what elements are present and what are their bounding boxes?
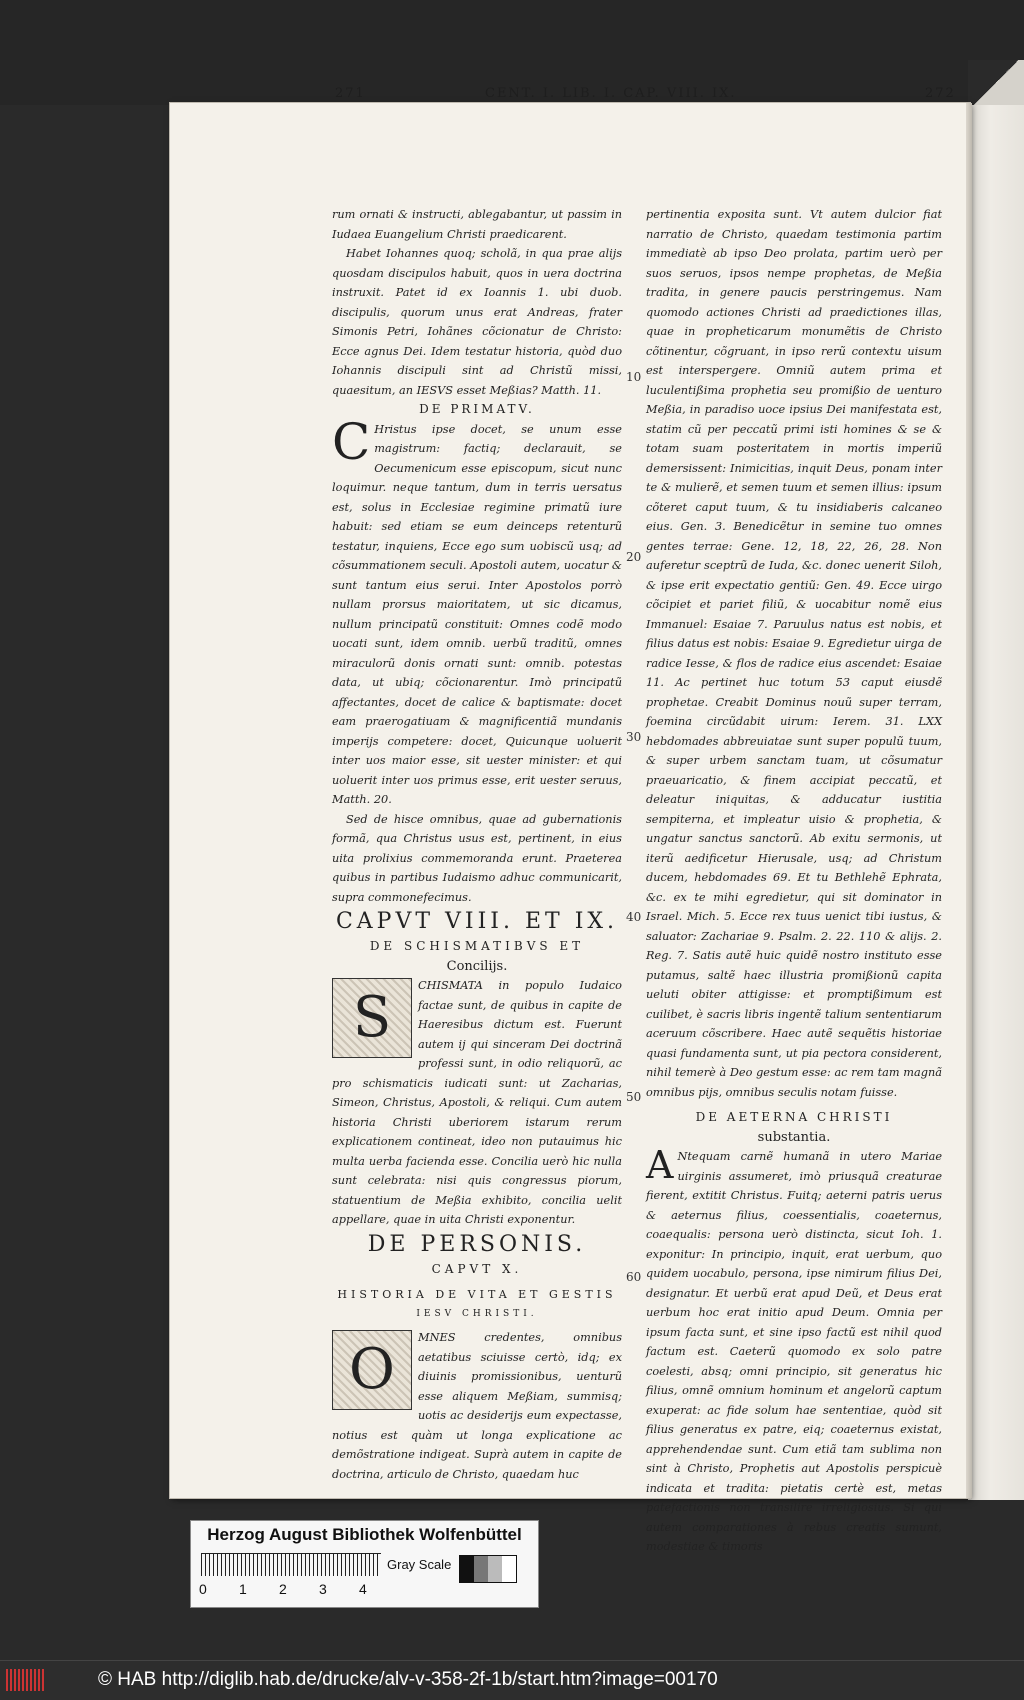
paragraph: O MNES credentes, omnibus aetatibus sciuisse certò, idq; ex diuinis promissionibus, uenturũ esse aliquem Meßiam, summisq; uotis ac desiderijs eum expectasse, notius est quàm ut longa explicatione ac demõstratione indigeat. Suprà autem in capite de doctrina, articulo de Christo, quaedam huc — [332, 1331, 622, 1481]
section-subheading: substantia. — [757, 1129, 831, 1145]
right-column — [646, 205, 942, 1557]
section-heading: HISTORIA DE VITA ET GESTIS — [337, 1288, 617, 1301]
adjacent-page-edge — [968, 60, 1024, 1500]
line-number: 20 — [626, 550, 642, 564]
paragraph: A Ntequam carnẽ humanã in utero Mariae uirginis assumeret, imò priusquã creaturae fierent, extitit Christus. Fuitq; aeterni patris uerus & aeternus filius, coessentialis, coaeternus, coaequalis: persona uerò distincta, sicut Ioh. 1. exponitur: In principio, inquit, erat uerbum, quo quidem uocabulo, persona, ipse nimirum filius Dei, designatur. Et uerbũ erat apud Deũ, et Deus erat uerbum hoc erat initio apud Deum. Omnia per ipsum facta sunt, et sine ipso factũ est nihil quod factum est. Caeterũ quomodo ex solo patre coelesti, absq; omni principio, sit generatus hic filius, omnẽ omnium hominum et angelorũ captum exuperat: ac fide solum hae sententiae, quòd sit filius generatus ex patre, eiq; coaeternus existat, apprehendendae sunt. Cum etiã tam sublima non sint à Christo, Prophetis aut Apostolis perspicuè indicata et tradita: pietatis certè est, metas patefactionis non transilire irreligiosius. Si qui autem comparationes à rebus creatis sumunt, modestiae & timoris — [646, 1143, 942, 1553]
hab-logo-icon — [6, 1669, 46, 1691]
library-name: Herzog August Bibliothek Wolfenbüttel — [207, 1525, 522, 1544]
running-header — [160, 86, 956, 108]
chapter-subheading: Concilijs. — [446, 958, 508, 974]
left-column — [332, 205, 622, 1484]
section-heading: DE PRIMATV. — [419, 402, 535, 416]
ruler-number: 3 — [319, 1581, 327, 1597]
section-subheading: IESV CHRISTI. — [416, 1308, 538, 1319]
footer-bar — [0, 1660, 1024, 1700]
line-number: 40 — [626, 910, 642, 924]
gray-scale-label: Gray Scale — [387, 1557, 452, 1572]
footer-url-text[interactable]: © HAB http://diglib.hab.de/drucke/alv-v-358-2f-1b/start.htm?image=00170 — [98, 1669, 718, 1690]
ruler-numbers — [199, 1581, 399, 1597]
line-number: 30 — [626, 730, 642, 744]
paragraph: rum ornati & instructi, ablegabantur, ut passim in Iudaea Euangelium Christi praedicarent. — [332, 208, 622, 241]
running-head-title: CENT. I. LIB. I. CAP. VIII. IX. — [485, 86, 737, 101]
paragraph: Sed de hisce omnibus, quae ad gubernationis formã, qua Christus usus est, pertinent, in eius uita prolixius commemoranda erunt. Praeterea quibus in partibus Iudaismo adhuc communicarit, supra commonefecimus. — [332, 812, 622, 904]
gray-patch — [502, 1556, 516, 1582]
ruler-number: 4 — [359, 1581, 367, 1597]
paragraph: Habet Iohannes quoq; scholã, in qua prae alijs quosdam discipulos habuit, quos in uera doctrina instruxit. Patet id ex Ioannis 1. ubi duob. discipulis, quorum unus erat Andreas, frater Simonis Petri, Iohãnes cõcionatur de Christo: Ecce agnus Dei. Idem testatur historia, quòd duo Iohannis discipuli sint ad Christũ missi, quaesitum, an IESVS esset Meßias? Matth. 11. — [332, 247, 622, 397]
paragraph: pertinentia exposita sunt. Vt autem dulcior fiat narratio de Christo, quaedam testimonia partim immediatè ab ipso Deo prolata, partim uerò per suos seruos, ipsos nempe prophetas, de Meßia tradita, in genere paucis perstringemus. Nam quomodo actiones Christi ad praedictiones illas, quae in propheticarum monumẽtis de Christo cõtinentur, cõgruant, in ipso rerũ contextu uisum est interspergere. Omniũ autem prima et luculentißima prophetia seu promißio de uenturo Meßia, in paradiso uoce ipsius Dei manifestata est, statim cũ per peccatũ primi isti homines & se & totam suam posteritatem in mortis imperiũ demersissent: Inimicitias, inquit Deus, ponam inter te & mulierẽ, et semen tuum et semen illius: ipsum cõteret caput tuum, & tu insidiaberis calcaneo eius. Gen. 3. Benedicẽtur in semine tuo omnes gentes terrae: Gene. 12, 18, 22, 26, 28. Non auferetur sceptrũ de Iuda, &c. donec uenerit Siloh, & ipse erit expectatio gentiũ: Gen. 49. Ecce uirgo cõcipiet et pariet filiũ, & uocabitur nomẽ eius Immanuel: Esaiae 7. Paruulus natus est nobis, et filius datus est nobis: Esaiae 9. Egredietur uirga de radice Iesse, & flos de radice eius ascendet: Esaiae 11. Ac pertinet huc totum 53 caput eiusdẽ prophetae. Creabit Dominus nouũ super terram, foemina circũdabit uirum: Ierem. 31. LXX hebdomades abbreuiatae sunt super populũ tuum, & super urbem sanctam tuam, ut cõsumatur praeuaricatio, & finem accipiat peccatũ, et deleatur iniquitas, & adducatur iustitia sempiterna, et impleatur uisio & prophetia, & ungatur sanctus sanctorũ. Ab exitu sermonis, ut iterũ aedificetur Hierusale, usq; ad Christum ducem, hebdomades 69. Et tu Bethlehẽ Ephrata, &c. ex te mihi egredietur, qui sit dominator in Israel. Mich. 5. Ecce rex tuus uenict tibi iustus, & saluator: Zachariae 9. Psalm. 2. 22. 110 & alijs. 2. Reg. 7. Satis autẽ huic quidẽ nostro instituto esse putamus, saltẽ haec illustria promißionũ capita ueluti obiter attigisse: et promptißimum est cuilibet, è sacris libris ingentẽ talium sententiarum aceruum cõscribere. Haec autẽ sequẽtis historiae quasi fundamenta sunt, ut pia pectora considerent, nihil temerè à Deo gestum esse: ac rem tam magnã omnibus pijs, omnibus seculis notam fuisse. — [646, 208, 942, 1099]
chapter-heading: DE PERSONIS. — [367, 1231, 587, 1257]
left-page-number: 271 — [335, 86, 366, 101]
paragraph: S CHISMATA in populo Iudaico factae sunt, de quibus in capite de Haeresibus dictum est. Fuerunt autem ij qui sinceram Dei doctrinã professi sunt, in odio reliquorũ, ac pro schismaticis iudicati sunt: ut Zacharias, Simeon, Christus, Apostoli, & reliqui. Cum autem historia Christi uberiorem istarum rerum explicationem contineat, ideo non putauimus hic multa uerba facienda esse. Concilia uerò hic nulla sunt celebrata: nisi quis congressus piorum, statuentium de Meßia exhibito, concilia uelit appellare, quae in uita Christi exponentur. — [332, 979, 622, 1226]
ornamental-initial: S — [332, 978, 412, 1058]
initial-letter: A — [646, 1143, 674, 1187]
chapter-heading: CAPVT VIII. ET IX. — [335, 909, 619, 934]
gray-patch — [460, 1556, 474, 1582]
ruler-number: 2 — [279, 1581, 287, 1597]
initial-letter: C — [332, 412, 371, 471]
section-heading: DE AETERNA CHRISTI — [695, 1110, 893, 1124]
ruler-number: 0 — [199, 1581, 207, 1597]
chapter-subheading: DE SCHISMATIBVS ET — [369, 939, 585, 953]
ornamental-initial: O — [332, 1330, 412, 1410]
scale-ruler — [201, 1553, 381, 1576]
chapter-subheading: CAPVT X. — [431, 1261, 523, 1276]
line-number: 60 — [626, 1270, 642, 1284]
paragraph: C Hristus ipse docet, se unum esse magistrum: factiq; declarauit, se Oecumenicum esse episcopum, sicut nunc loquimur. neque tantum, dum in terris uersatus est, solus in Ecclesiae regimine primatũ iure habuit: sed etiam se eum deinceps retenturũ testatur, inquiens, Ecce ego sum uobiscũ usq; ad cõsummationem seculi. Apostoli autem, uocatur & sunt tantum eius serui. Inter Apostolos porrò nullam prorsus maioritatem, ut sic dicamus, nullum principatũ constituit: Omnes codẽ modo uocati sunt, idem omnib. uerbũ traditũ, omnes miraculorũ donis ornati sunt: omnib. potestas data, ut ubiq; cõcionarentur. Imò principatũ affectantes, docet de calice & baptismate: docet eam praerogatiuam & magnificentiã mundanis imperijs competere: docet, Quicunque uoluerit inter uos maior esse, sit uester minister: et qui uoluerit inter uos primus esse, erit uester seruus, Matth. 20. — [332, 412, 622, 806]
gray-patch — [488, 1556, 502, 1582]
line-number: 50 — [626, 1090, 642, 1104]
line-number: 10 — [626, 370, 642, 384]
gray-patch — [474, 1556, 488, 1582]
ruler-number: 1 — [239, 1581, 247, 1597]
gray-scale-patches — [459, 1555, 517, 1583]
color-calibration-card — [190, 1520, 539, 1608]
right-page-number: 272 — [925, 86, 956, 101]
